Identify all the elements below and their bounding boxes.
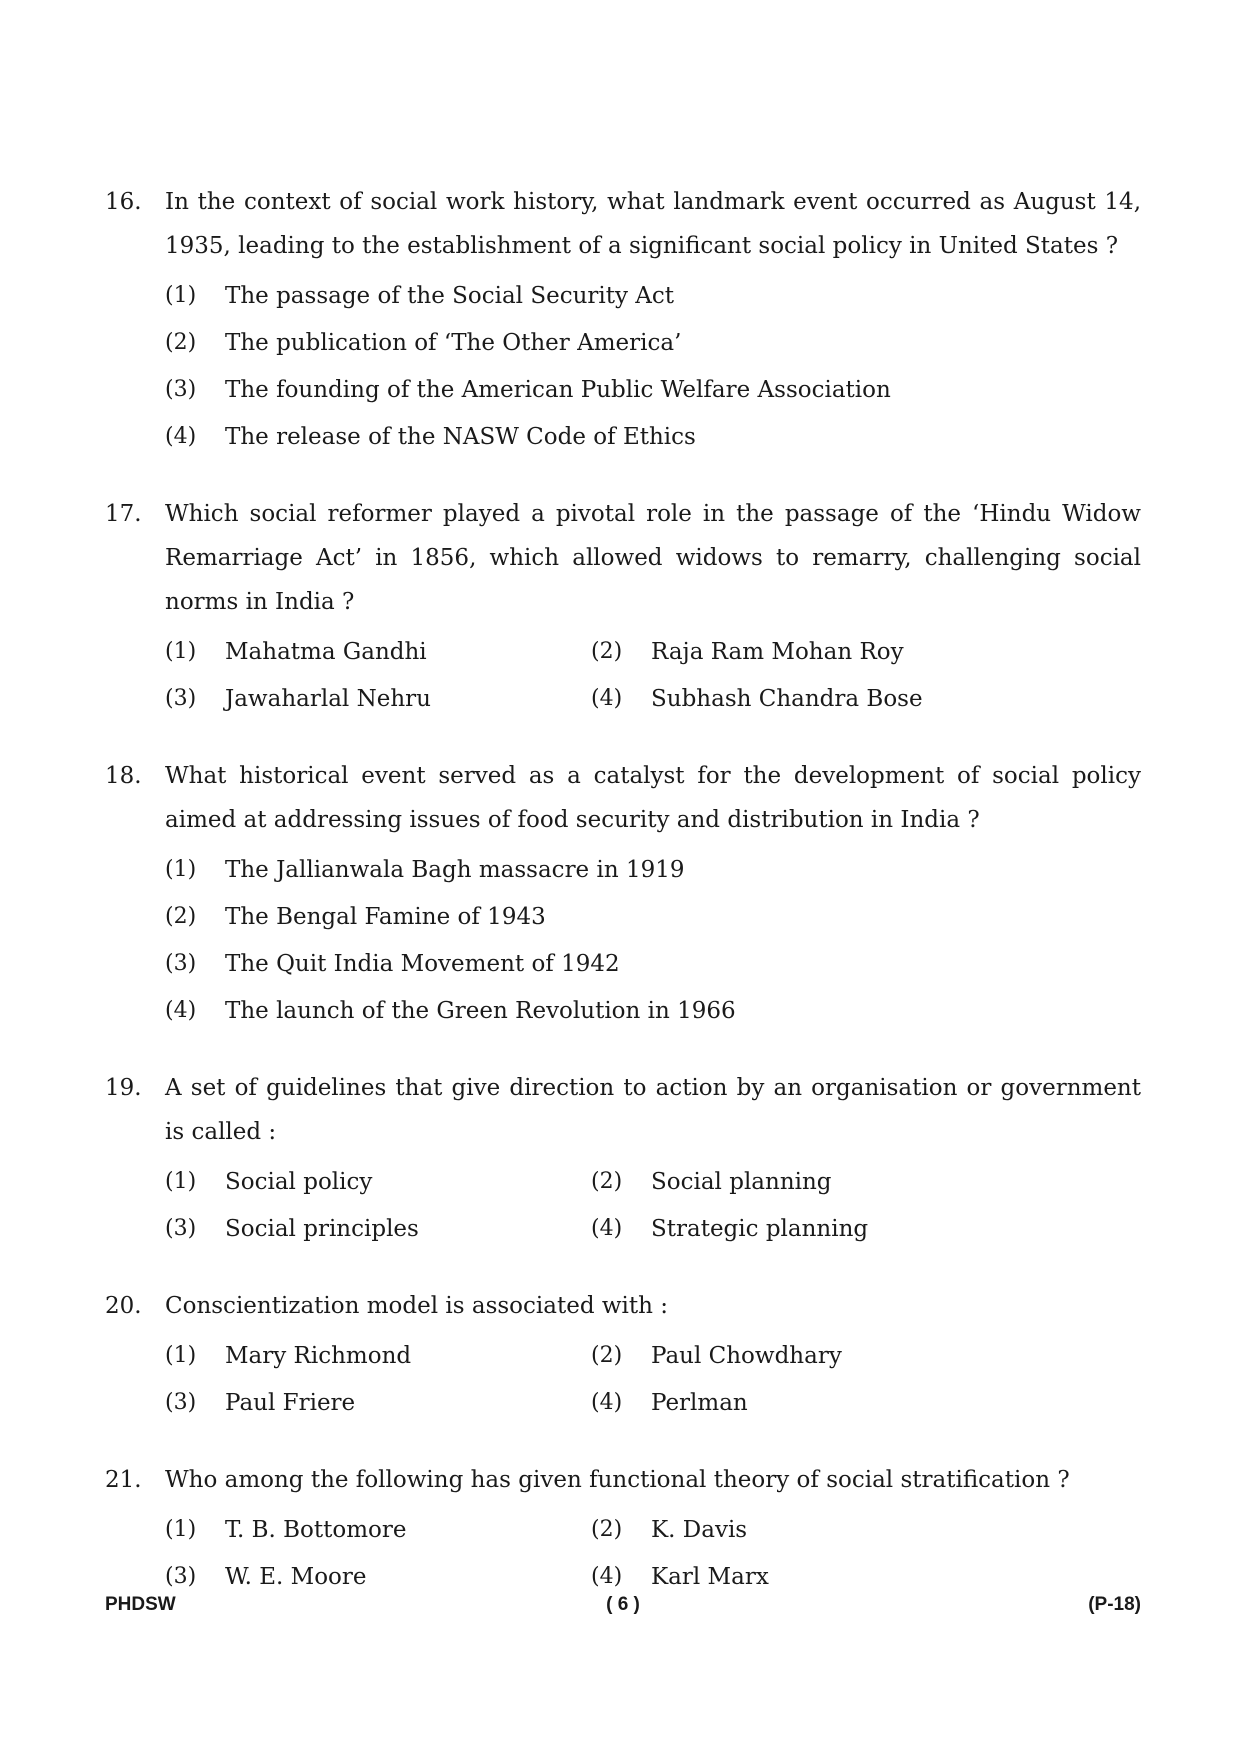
- question-header: [105, 1284, 1141, 1328]
- option-number: (4): [165, 998, 197, 1023]
- option-number: (2): [591, 1169, 623, 1194]
- question-17: [105, 492, 1141, 722]
- option-number: (2): [165, 330, 197, 355]
- option-text: Perlman: [651, 1389, 748, 1416]
- option-number: (4): [591, 1216, 623, 1241]
- option-number: (3): [165, 1564, 197, 1589]
- question-list: [105, 180, 1141, 1632]
- option-item: [591, 1158, 1141, 1205]
- option-number: (2): [591, 1517, 623, 1542]
- option-item: [165, 987, 1141, 1034]
- option-text: Social planning: [651, 1168, 832, 1195]
- option-text: The Bengal Famine of 1943: [225, 903, 546, 930]
- question-number: 18.: [105, 763, 142, 789]
- option-number: (2): [591, 639, 623, 664]
- question-text: Conscientization model is associated with :: [165, 1293, 669, 1319]
- option-list: [165, 846, 1141, 1034]
- option-text: The launch of the Green Revolution in 1966: [225, 997, 736, 1024]
- question-header: [105, 1066, 1141, 1154]
- question-number: 17.: [105, 501, 142, 527]
- question-19: [105, 1066, 1141, 1252]
- option-text: Paul Friere: [225, 1389, 356, 1416]
- option-number: (1): [165, 1517, 197, 1542]
- question-21: [105, 1458, 1141, 1600]
- option-text: The Jallianwala Bagh massacre in 1919: [225, 856, 685, 883]
- question-text: Who among the following has given functional theory of social stratification ?: [165, 1467, 1070, 1493]
- option-item: [165, 319, 1141, 366]
- question-header: [105, 492, 1141, 624]
- option-item: [591, 628, 1141, 675]
- question-header: [105, 1458, 1141, 1502]
- option-item: [165, 1553, 591, 1600]
- option-text: The founding of the American Public Welfare Association: [225, 376, 891, 403]
- set-code: (P-18): [1088, 1594, 1141, 1615]
- option-number: (4): [165, 424, 197, 449]
- option-item: [165, 1158, 591, 1205]
- option-number: (1): [165, 1169, 197, 1194]
- option-item: [591, 1205, 1141, 1252]
- option-number: (3): [165, 1390, 197, 1415]
- option-item: [165, 675, 591, 722]
- option-number: (1): [165, 283, 197, 308]
- option-text: T. B. Bottomore: [225, 1516, 407, 1543]
- option-text: Strategic planning: [651, 1215, 869, 1242]
- question-20: [105, 1284, 1141, 1426]
- option-item: [165, 272, 1141, 319]
- option-number: (4): [591, 686, 623, 711]
- option-number: (2): [591, 1343, 623, 1368]
- option-number: (1): [165, 1343, 197, 1368]
- option-text: Mahatma Gandhi: [225, 638, 427, 665]
- option-list: [165, 1506, 1141, 1600]
- option-text: Karl Marx: [651, 1563, 769, 1590]
- question-text: Which social reformer played a pivotal role in the passage of the ‘Hindu Widow Remarriage Act’ in 1856, which allowed widows to remarry, challenging social norms in India ?: [165, 501, 1141, 615]
- option-number: (3): [165, 951, 197, 976]
- page-number: ( 6 ): [606, 1594, 640, 1615]
- option-text: Social principles: [225, 1215, 419, 1242]
- option-list: [165, 1158, 1141, 1252]
- question-number: 20.: [105, 1293, 142, 1319]
- option-text: Jawaharlal Nehru: [225, 685, 431, 712]
- option-text: The release of the NASW Code of Ethics: [225, 423, 696, 450]
- option-item: [591, 1506, 1141, 1553]
- option-item: [165, 1506, 591, 1553]
- question-text: In the context of social work history, what landmark event occurred as August 14, 1935, leading to the establishment of a significant social policy in United States ?: [165, 189, 1141, 259]
- option-item: [591, 675, 1141, 722]
- question-header: [105, 754, 1141, 842]
- question-header: [105, 180, 1141, 268]
- option-number: (3): [165, 1216, 197, 1241]
- option-item: [165, 940, 1141, 987]
- question-text: What historical event served as a catalyst for the development of social policy aimed at addressing issues of food security and distribution in India ?: [165, 763, 1141, 833]
- option-list: [165, 272, 1141, 460]
- option-text: W. E. Moore: [225, 1563, 367, 1590]
- option-text: The Quit India Movement of 1942: [225, 950, 620, 977]
- question-number: 21.: [105, 1467, 142, 1493]
- option-text: Mary Richmond: [225, 1342, 412, 1369]
- option-item: [165, 1332, 591, 1379]
- option-item: [165, 893, 1141, 940]
- option-text: Raja Ram Mohan Roy: [651, 638, 904, 665]
- option-number: (2): [165, 904, 197, 929]
- option-text: K. Davis: [651, 1516, 748, 1543]
- option-text: The publication of ‘The Other America’: [225, 329, 682, 356]
- option-number: (3): [165, 377, 197, 402]
- page-footer: [105, 1594, 1141, 1624]
- option-item: [165, 628, 591, 675]
- option-text: Social policy: [225, 1168, 373, 1195]
- option-item: [165, 1379, 591, 1426]
- question-number: 19.: [105, 1075, 142, 1101]
- option-text: Paul Chowdhary: [651, 1342, 842, 1369]
- option-text: Subhash Chandra Bose: [651, 685, 923, 712]
- option-item: [591, 1379, 1141, 1426]
- question-text: A set of guidelines that give direction to action by an organisation or government is called :: [165, 1075, 1141, 1145]
- question-number: 16.: [105, 189, 142, 215]
- option-item: [165, 366, 1141, 413]
- option-item: [591, 1332, 1141, 1379]
- option-number: (4): [591, 1390, 623, 1415]
- option-list: [165, 1332, 1141, 1426]
- option-item: [165, 846, 1141, 893]
- option-text: The passage of the Social Security Act: [225, 282, 675, 309]
- option-number: (3): [165, 686, 197, 711]
- option-number: (1): [165, 857, 197, 882]
- option-item: [165, 1205, 591, 1252]
- option-item: [591, 1553, 1141, 1600]
- question-18: [105, 754, 1141, 1034]
- option-number: (1): [165, 639, 197, 664]
- option-list: [165, 628, 1141, 722]
- option-item: [165, 413, 1141, 460]
- question-16: [105, 180, 1141, 460]
- paper-code: PHDSW: [105, 1594, 176, 1615]
- option-number: (4): [591, 1564, 623, 1589]
